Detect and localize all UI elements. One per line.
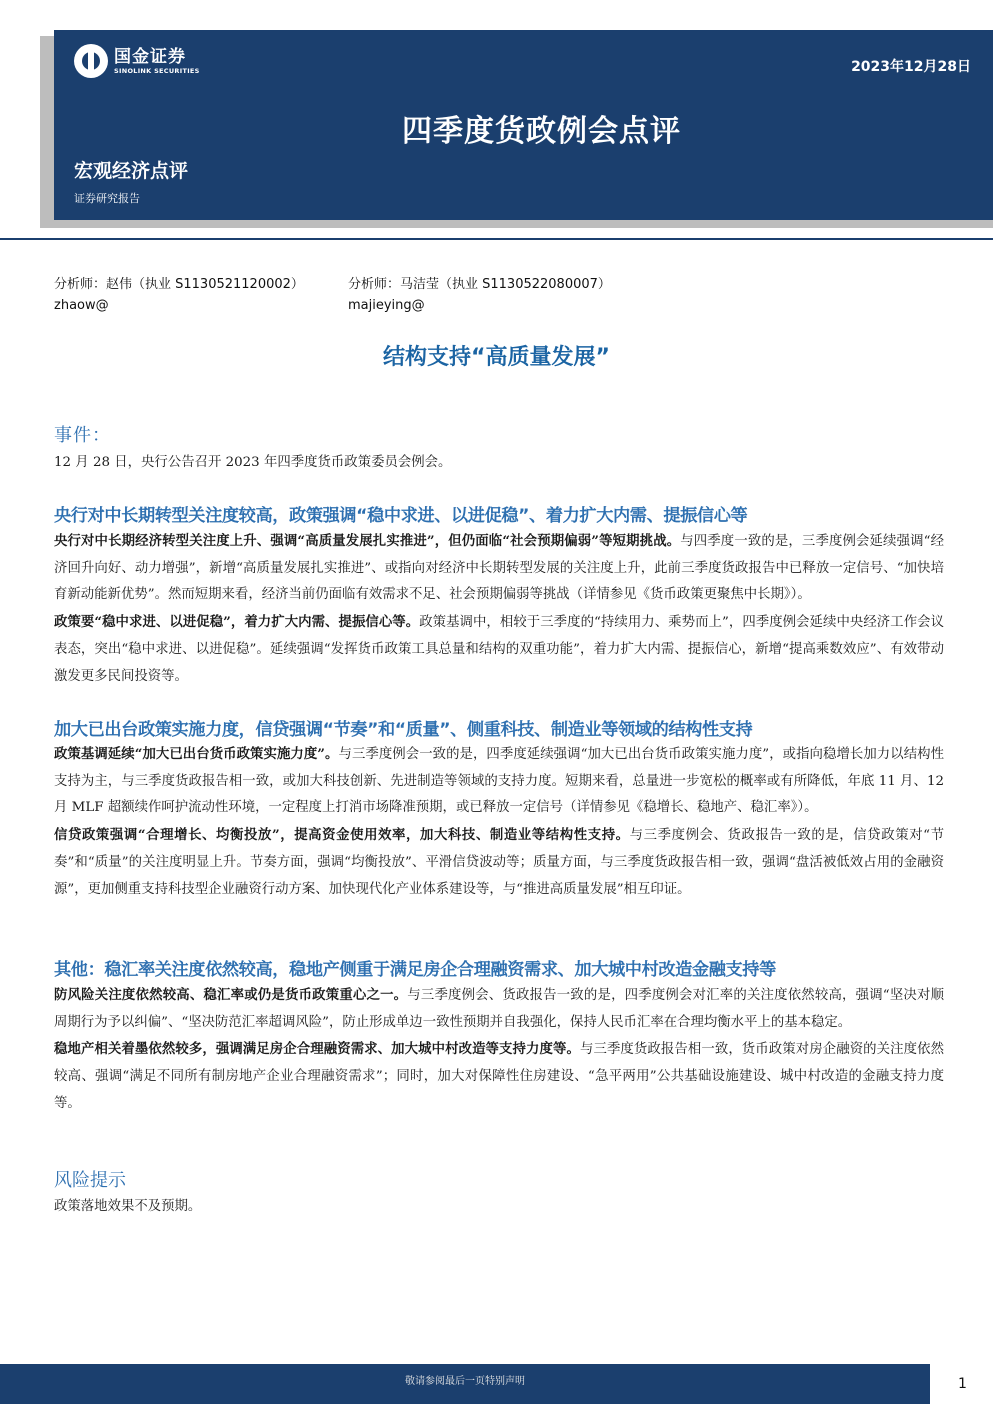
event-heading: 事件： bbox=[54, 425, 111, 446]
report-title: 四季度货政例会点评 bbox=[402, 114, 681, 149]
analyst-email[interactable]: zhaow@ bbox=[54, 298, 109, 313]
analyst-block bbox=[348, 274, 611, 316]
paragraph-text: 与四季度一致的是，三季度例会延续强调“经济回升向好、动力增强”，新增“高质量发展扎实推进”、或指向对经济中长期转型发展的关注度上升，此前三季度货政报告中已释放一定信号、“加快培育新动能新优势”。然而短期来看，经济当前仍面临有效需求不足、社会预期偏弱等挑战（详情参见《货币政策更聚焦中长期》）。 bbox=[54, 534, 944, 603]
report-type: 证券研究报告 bbox=[74, 192, 140, 205]
footer-disclaimer: 敬请参阅最后一页特别声明 bbox=[405, 1376, 525, 1387]
section-body bbox=[54, 741, 944, 903]
event-text: 12 月 28 日，央行公告召开 2023 年四季度货币政策委员会例会。 bbox=[54, 455, 452, 470]
paragraph bbox=[54, 528, 944, 609]
section-body bbox=[54, 528, 944, 690]
paragraph-lead: 信贷政策强调“合理增长、均衡投放”，提高资金使用效率，加大科技、制造业等结构性支持。 bbox=[54, 827, 630, 844]
paragraph-text: 与三季度例会、货政报告一致的是，四季度例会对汇率的关注度依然较高，强调“坚决对顺周期行为予以纠偏”、“坚决防范汇率超调风险”，防止形成单边一致性预期并自我强化，保持人民币汇率在合理均衡水平上的基本稳定。 bbox=[54, 988, 945, 1030]
paragraph-lead: 央行对中长期经济转型关注度上升、强调“高质量发展扎实推进”，但仍面临“社会预期偏弱”等短期挑战。 bbox=[54, 533, 681, 549]
analyst-email[interactable]: majieying@ bbox=[348, 298, 425, 313]
paragraph-lead: 稳地产相关着墨依然较多，强调满足房企合理融资需求、加大城中村改造等支持力度等。 bbox=[54, 1041, 580, 1058]
paragraph bbox=[54, 822, 944, 903]
logo-chinese-name: 国金证券 bbox=[114, 46, 186, 67]
page-number: 1 bbox=[958, 1376, 967, 1392]
paragraph-lead: 政策要“稳中求进、以进促稳”，着力扩大内需、提振信心等。 bbox=[54, 614, 420, 631]
paragraph bbox=[54, 982, 944, 1036]
logo-english-name: SINOLINK SECURITIES bbox=[114, 66, 200, 75]
analyst-name: 分析师：赵伟（执业 S1130521120002） bbox=[54, 277, 304, 292]
section-heading: 央行对中长期转型关注度较高，政策强调“稳中求进、以进促稳”、着力扩大内需、提振信心等 bbox=[54, 506, 748, 526]
paragraph-text: 与三季度例会、货政报告一致的是，信贷政策对“节奏”和“质量”的关注度明显上升。节奏方面，强调“均衡投放”、平滑信贷波动等；质量方面，与三季度货政报告相一致，强调“盘活被低效占用的金融资源”，更加侧重支持科技型企业融资行动方案、加快现代化产业体系建设等，与“推进高质量发展”相互印证。 bbox=[54, 828, 944, 897]
footer-bar bbox=[0, 1364, 930, 1404]
risk-heading: 风险提示 bbox=[54, 1170, 126, 1191]
analyst-name: 分析师：马洁莹（执业 S1130522080007） bbox=[348, 277, 611, 292]
risk-text: 政策落地效果不及预期。 bbox=[54, 1199, 202, 1214]
company-logo bbox=[74, 44, 200, 78]
paragraph bbox=[54, 741, 944, 822]
paragraph bbox=[54, 609, 944, 690]
section-body bbox=[54, 982, 944, 1118]
paragraph-text: 政策基调中，相较于三季度的“持续用力、乘势而上”，四季度例会延续中央经济工作会议表态，突出“稳中求进、以进促稳”。延续强调“发挥货币政策工具总量和结构的双重功能”，着力扩大内需、提振信心，新增“提高乘数效应”、有效带动激发更多民间投资等。 bbox=[54, 615, 944, 684]
paragraph-lead: 政策基调延续“加大已出台货币政策实施力度”。 bbox=[54, 746, 339, 762]
paragraph-text: 与三季度例会一致的是，四季度延续强调“加大已出台货币政策实施力度”，或指向稳增长加力以结构性支持为主，与三季度货政报告相一致，或加大科技创新、先进制造等领域的支持力度。短期来看，总量进一步宽松的概率或有所降低，年底 11 月、12 月 MLF 超额续作呵护流动性环境，一定程度上打消市场降准预期，或已释放一定信号（详情参见《稳增长、稳地产、稳汇率》）。 bbox=[54, 747, 944, 816]
section-heading: 加大已出台政策实施力度，信贷强调“节奏”和“质量”、侧重科技、制造业等领域的结构性支持 bbox=[54, 720, 753, 740]
header-divider bbox=[0, 238, 993, 240]
section-heading: 其他：稳汇率关注度依然较高，稳地产侧重于满足房企合理融资需求、加大城中村改造金融支持等 bbox=[54, 960, 776, 980]
report-date: 2023年12月28日 bbox=[851, 59, 971, 75]
paragraph-text: 与三季度货政报告相一致，货币政策对房企融资的关注度依然较高、强调“满足不同所有制房地产企业合理融资需求”；同时，加大对保障性住房建设、“急平两用”公共基础设施建设、城中村改造的金融支持力度等。 bbox=[54, 1042, 945, 1111]
paragraph bbox=[54, 1036, 944, 1117]
report-subtitle: 结构支持“高质量发展” bbox=[383, 345, 610, 370]
sinolink-logo-icon bbox=[74, 44, 108, 78]
header-banner bbox=[54, 30, 993, 220]
paragraph-lead: 防风险关注度依然较高、稳汇率或仍是货币政策重心之一。 bbox=[54, 987, 408, 1003]
analyst-block bbox=[54, 274, 304, 316]
report-category: 宏观经济点评 bbox=[74, 160, 189, 182]
